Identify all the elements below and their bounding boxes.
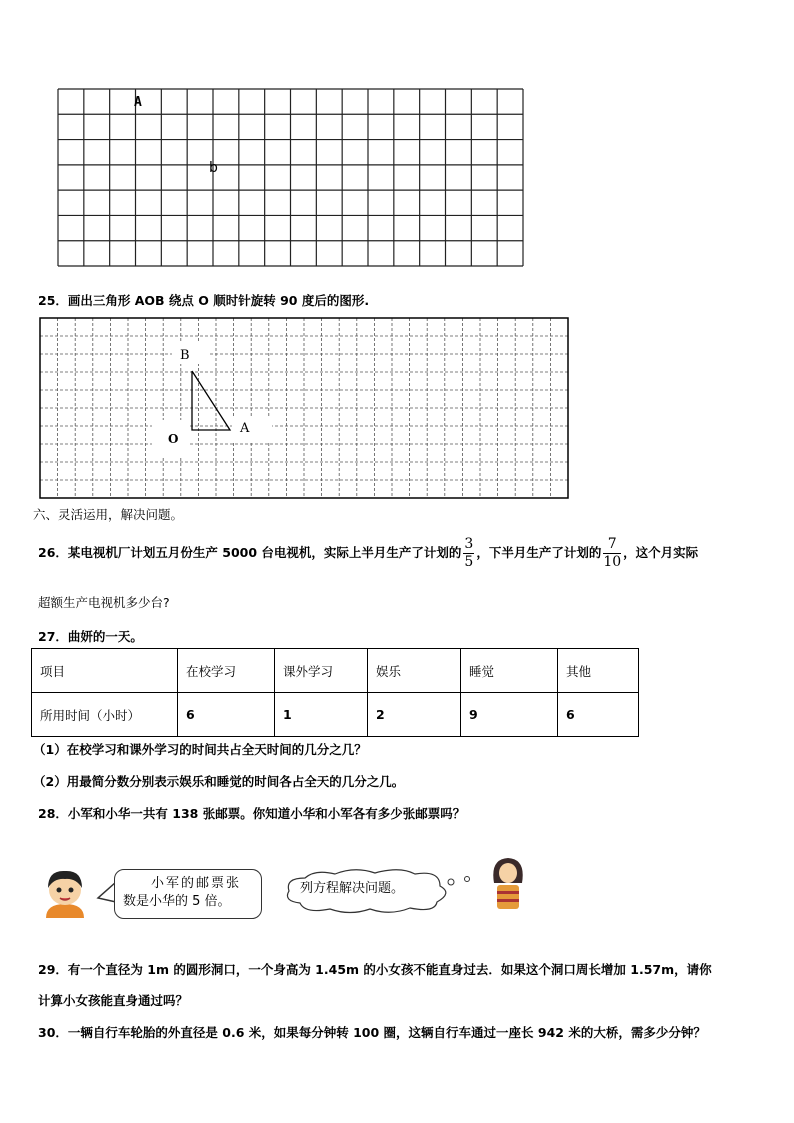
bubble-line1: 小军的邮票张 (151, 876, 242, 891)
fraction-7-10 (603, 536, 621, 571)
table-cell: 2 (368, 693, 461, 737)
numerator: 7 (603, 536, 621, 554)
table-cell: 课外学习 (275, 649, 368, 693)
grid-figure-2 (0, 300, 794, 510)
girl-illustration (488, 853, 528, 913)
bubble-line2: 数是小华的 5 倍。 (123, 894, 231, 909)
q26-part2: ，下半月生产了计划的 (476, 545, 602, 560)
q29-line2: 计算小女孩能直身通过吗？ (38, 993, 189, 1008)
table-cell: 娱乐 (368, 649, 461, 693)
label-b: B (180, 348, 190, 363)
q26-line1 (38, 535, 698, 571)
q26-part1: 26．某电视机厂计划五月份生产 5000 台电视机，实际上半月生产了计划的 (38, 545, 462, 560)
numerator: 3 (464, 536, 474, 552)
q25-text: 25．画出三角形 AOB 绕点 O 顺时针旋转 90 度后的图形. (38, 293, 370, 308)
grid1-label-b: b (209, 160, 218, 176)
q29-line1: 29．有一个直径为 1m 的圆形洞口，一个身高为 1.45m 的小女孩不能直身过去．如果这个洞口周长增加 1.57m，请你 (38, 962, 712, 977)
fraction-3-5 (463, 536, 474, 571)
table-cell: 其他 (558, 649, 639, 693)
table-row (32, 693, 639, 737)
table-cell: 睡觉 (461, 649, 558, 693)
denominator: 5 (464, 554, 474, 570)
table-cell: 所用时间（小时） (32, 693, 178, 737)
time-table (31, 648, 639, 737)
triangle-aob (192, 371, 230, 430)
section-6-heading: 六、灵活运用，解决问题。 (33, 507, 184, 522)
q27-sub2: （2）用最简分数分别表示娱乐和睡觉的时间各占全天的几分之几。 (33, 774, 405, 789)
table-cell: 项目 (32, 649, 178, 693)
q26-line2: 超额生产电视机多少台? (38, 595, 170, 610)
table-cell: 在校学习 (178, 649, 275, 693)
q26-part3: ，这个月实际 (623, 545, 699, 560)
q27-title: 27．曲妍的一天。 (38, 629, 143, 644)
grid-figure-1 (0, 0, 794, 300)
table-cell: 6 (178, 693, 275, 737)
label-o: O (168, 432, 179, 446)
thought-text: 列方程解决问题。 (300, 881, 405, 896)
q30-text: 30．一辆自行车轮胎的外直径是 0.6 米，如果每分钟转 100 圈，这辆自行车通过一座长 942 米的大桥，需多少分钟？ (38, 1025, 706, 1040)
speech-bubble-boy (114, 869, 262, 919)
q28-text: 28．小军和小华一共有 138 张邮票。你知道小华和小军各有多少张邮票吗？ (38, 806, 466, 821)
grid1-label-a: A (134, 95, 142, 110)
table-cell: 1 (275, 693, 368, 737)
label-a: A (240, 421, 250, 436)
denominator: 10 (603, 554, 622, 570)
table-header-row (32, 649, 639, 693)
q27-sub1: （1）在校学习和课外学习的时间共占全天时间的几分之几？ (33, 742, 367, 757)
table-cell: 6 (558, 693, 639, 737)
table-cell: 9 (461, 693, 558, 737)
boy-illustration (40, 866, 90, 918)
